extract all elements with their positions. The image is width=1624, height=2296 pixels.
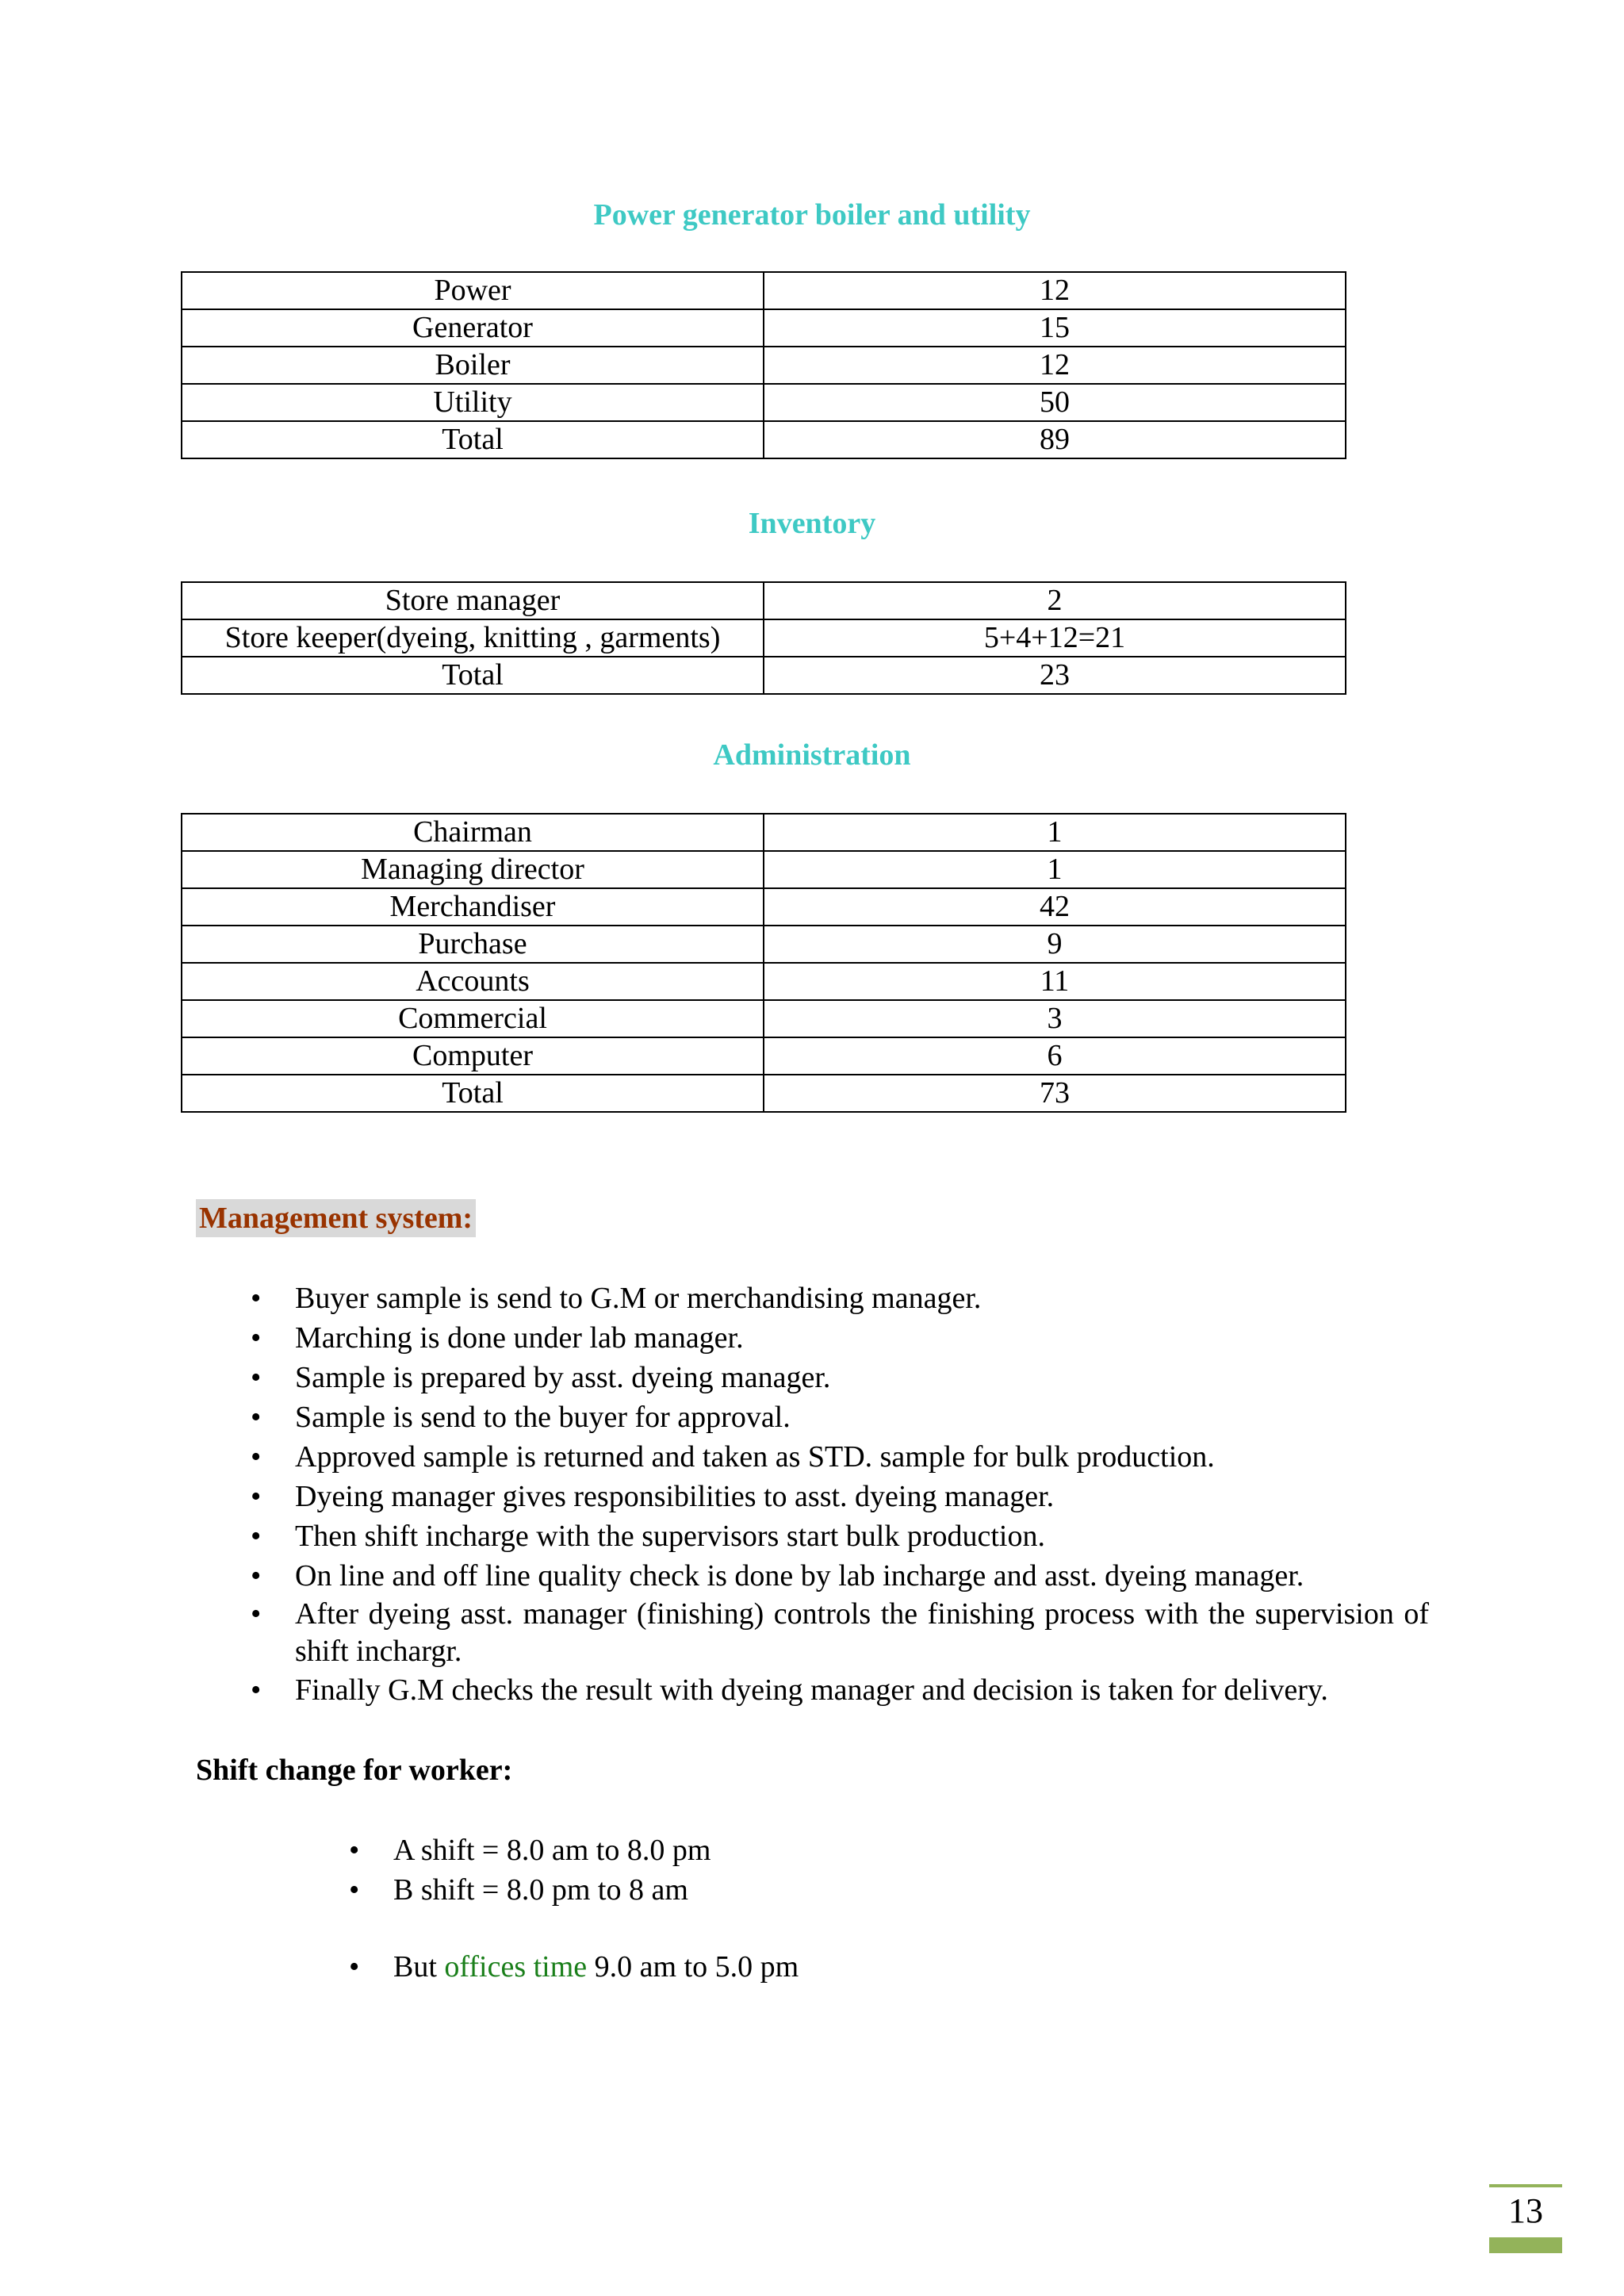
row-label: Total: [182, 657, 764, 694]
list-item-text: Sample is prepared by asst. dyeing manager.: [295, 1361, 831, 1394]
row-value: 12: [764, 347, 1346, 384]
bullet-icon: •: [349, 1873, 360, 1907]
list-item-text: Buyer sample is send to G.M or merchandising manager.: [295, 1282, 982, 1315]
table-row: [182, 582, 1346, 619]
list-item: [349, 1830, 1424, 1870]
list-item-text: Approved sample is returned and taken as STD. sample for bulk production.: [295, 1440, 1215, 1474]
table-row: [182, 347, 1346, 384]
bullet-icon: •: [251, 1520, 262, 1553]
list-item: [251, 1278, 1429, 1318]
table-row: [182, 814, 1346, 851]
list-item-text: Marching is done under lab manager.: [295, 1321, 744, 1355]
table-row: [182, 309, 1346, 347]
row-value: 1: [764, 814, 1346, 851]
office-time-suffix: 9.0 am to 5.0 pm: [587, 1950, 799, 1984]
shift-change-title: Shift change for worker:: [196, 1754, 513, 1787]
bullet-icon: •: [251, 1673, 262, 1707]
row-label: Total: [182, 1075, 764, 1112]
office-time-highlight: offices time: [444, 1950, 588, 1984]
row-label: Boiler: [182, 347, 764, 384]
row-label: Merchandiser: [182, 888, 764, 926]
table-row: [182, 1037, 1346, 1075]
row-value: 12: [764, 272, 1346, 309]
row-value: 3: [764, 1000, 1346, 1037]
list-item: [251, 1318, 1429, 1358]
row-value: 11: [764, 963, 1346, 1000]
section-title-inventory: Inventory: [748, 507, 876, 540]
list-item-text: Then shift incharge with the supervisors start bulk production.: [295, 1520, 1045, 1553]
table-row: [182, 384, 1346, 421]
row-value: 42: [764, 888, 1346, 926]
row-value: 6: [764, 1037, 1346, 1075]
row-value: 73: [764, 1075, 1346, 1112]
shift-list: [349, 1830, 1424, 1910]
table-row: [182, 657, 1346, 694]
row-label: Store keeper(dyeing, knitting , garments): [182, 619, 764, 657]
row-label: Commercial: [182, 1000, 764, 1037]
bullet-icon: •: [349, 1950, 360, 1984]
bullet-icon: •: [251, 1321, 262, 1355]
row-value: 15: [764, 309, 1346, 347]
row-label: Store manager: [182, 582, 764, 619]
row-value: 5+4+12=21: [764, 619, 1346, 657]
row-label: Generator: [182, 309, 764, 347]
list-item: [251, 1397, 1429, 1437]
bullet-icon: •: [251, 1559, 262, 1593]
section-title-power: Power generator boiler and utility: [593, 198, 1031, 232]
table-row: [182, 1075, 1346, 1112]
bullet-icon: •: [251, 1361, 262, 1394]
list-item-text: After dyeing asst. manager (finishing) controls the finishing process with the supervision of shift inchargr.: [295, 1597, 1429, 1668]
row-label: Total: [182, 421, 764, 458]
list-item-text: Finally G.M checks the result with dyeing manager and decision is taken for delivery.: [295, 1673, 1328, 1707]
list-item: [251, 1596, 1429, 1670]
row-label: Purchase: [182, 926, 764, 963]
bullet-icon: •: [251, 1597, 262, 1631]
list-item: [251, 1516, 1429, 1556]
list-item-text: A shift = 8.0 am to 8.0 pm: [393, 1834, 711, 1867]
row-label: Computer: [182, 1037, 764, 1075]
row-label: Chairman: [182, 814, 764, 851]
row-value: 89: [764, 421, 1346, 458]
administration-table: [181, 813, 1346, 1113]
management-system-title: Management system:: [196, 1199, 476, 1237]
row-value: 9: [764, 926, 1346, 963]
page-number: 13: [1508, 2191, 1543, 2230]
table-row: [182, 421, 1346, 458]
list-item: [349, 1870, 1424, 1910]
power-table: [181, 271, 1346, 459]
office-time-prefix: But: [393, 1950, 445, 1984]
list-item: [349, 1947, 1424, 1987]
table-row: [182, 1000, 1346, 1037]
row-label: Accounts: [182, 963, 764, 1000]
table-row: [182, 851, 1346, 888]
row-value: 23: [764, 657, 1346, 694]
page-number-bar: [1489, 2237, 1562, 2253]
list-item: [251, 1358, 1429, 1397]
bullet-icon: •: [349, 1834, 360, 1867]
row-label: Power: [182, 272, 764, 309]
list-item: [251, 1670, 1429, 1710]
row-label: Utility: [182, 384, 764, 421]
list-item-text: Sample is send to the buyer for approval.: [295, 1401, 791, 1434]
page-number-rule: [1489, 2184, 1562, 2187]
list-item: [251, 1477, 1429, 1516]
management-list: [251, 1278, 1429, 1710]
list-item-text: Dyeing manager gives responsibilities to asst. dyeing manager.: [295, 1480, 1055, 1513]
table-row: [182, 272, 1346, 309]
row-value: 2: [764, 582, 1346, 619]
inventory-table: [181, 581, 1346, 695]
bullet-icon: •: [251, 1401, 262, 1434]
bullet-icon: •: [251, 1282, 262, 1315]
table-row: [182, 963, 1346, 1000]
list-item-text: On line and off line quality check is done by lab incharge and asst. dyeing manager.: [295, 1559, 1304, 1593]
office-time-list: [349, 1947, 1424, 1987]
table-row: [182, 619, 1346, 657]
row-value: 1: [764, 851, 1346, 888]
row-value: 50: [764, 384, 1346, 421]
section-title-administration: Administration: [713, 738, 911, 772]
bullet-icon: •: [251, 1440, 262, 1474]
bullet-icon: •: [251, 1480, 262, 1513]
row-label: Managing director: [182, 851, 764, 888]
table-row: [182, 926, 1346, 963]
list-item: [251, 1556, 1429, 1596]
list-item: [251, 1437, 1429, 1477]
list-item-text: B shift = 8.0 pm to 8 am: [393, 1873, 688, 1907]
table-row: [182, 888, 1346, 926]
